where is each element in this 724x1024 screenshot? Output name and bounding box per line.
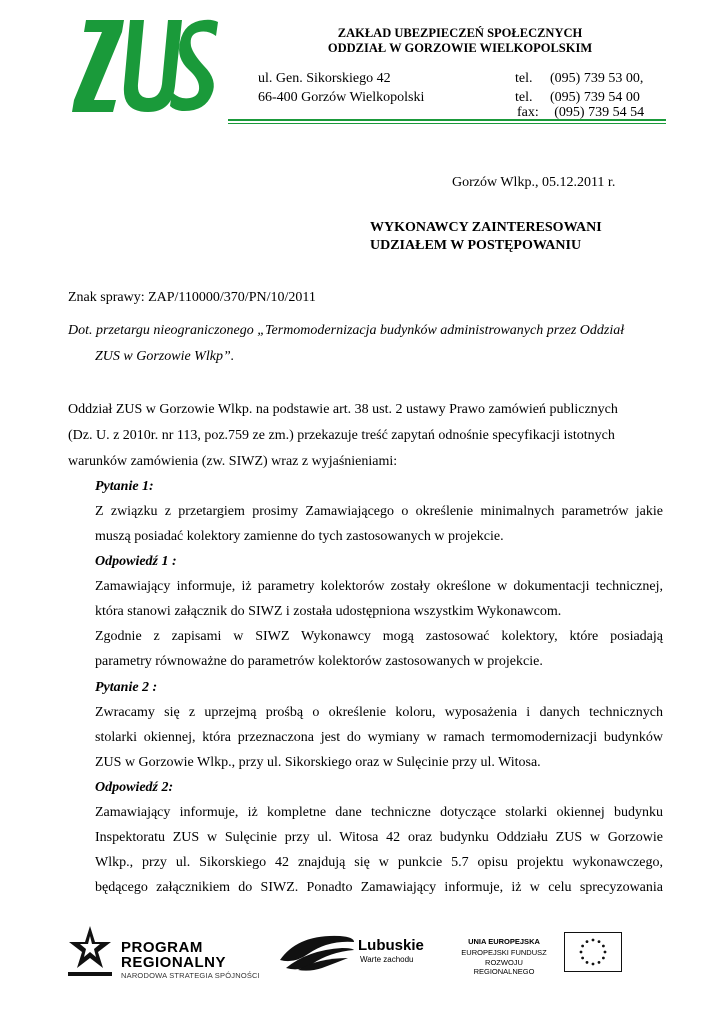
answer-2-line4: będącego załącznikiem do SIWZ. Ponadto Zamawiający informuje, iż w celu sprecyzowania: [95, 880, 663, 895]
recipient-line2: UDZIAŁEM W POSTĘPOWANIU: [370, 238, 582, 253]
eu-star-icon: [586, 940, 589, 943]
eu-star-icon: [592, 939, 595, 942]
answer-1-line1: Zamawiający informuje, iż parametry kolektorów zostały określone w dokumentacji technicznej,: [95, 579, 663, 594]
intro-line1: Oddział ZUS w Gorzowie Wlkp. na podstawie art. 38 ust. 2 ustawy Prawo zamówień publicznych: [68, 402, 618, 417]
eu-star-icon: [592, 963, 595, 966]
program-regionalny-star-icon: [68, 924, 112, 982]
answer-1-label: Odpowiedź 1 :: [95, 554, 177, 569]
subject-line1: Dot. przetargu nieograniczonego „Termomodernizacja budynków administrowanych przez Oddział: [68, 323, 625, 338]
eu-line1: UNIA EUROPEJSKA: [468, 937, 540, 946]
fax-label: fax:: [517, 105, 539, 119]
answer-2-line3: Wlkp., przy ul. Sikorskiego 42 znajdują się w punkcie 5.7 opisu projektu wykonawczego,: [95, 855, 663, 870]
question-2-line2: stolarki okiennej, która przeznaczona jest do wymiany w ramach termomodernizacji budynków: [95, 730, 663, 745]
answer-2-label: Odpowiedź 2:: [95, 780, 174, 795]
eu-star-icon: [580, 951, 583, 954]
question-1-line1: Z związku z przetargiem prosimy Zamawiającego o określenie minimalnych parametrów jakie: [95, 504, 663, 519]
eu-flag-icon: [564, 932, 622, 972]
eu-star-icon: [581, 945, 584, 948]
subject-line2: ZUS w Gorzowie Wlkp”.: [95, 349, 235, 364]
question-1-label: Pytanie 1:: [95, 479, 154, 494]
eu-star-icon: [598, 961, 601, 964]
org-name-line1: ZAKŁAD UBEZPIECZEŃ SPOŁECZNYCH: [337, 26, 583, 40]
question-2-line3: ZUS w Gorzowie Wlkp., przy ul. Sikorskiego oraz w Sulęcinie przy ul. Witosa.: [95, 755, 541, 770]
intro-line3: warunków zamówienia (zw. SIWZ) wraz z wyjaśnieniami:: [68, 454, 398, 469]
lubuskie-wave-icon: [278, 930, 356, 972]
answer-1-line4: parametry równoważne do parametrów kolektorów zastosowanych w projekcie.: [95, 654, 543, 669]
lubuskie-name: Lubuskie: [358, 937, 424, 954]
case-number: Znak sprawy: ZAP/110000/370/PN/10/2011: [68, 290, 316, 305]
eu-star-icon: [586, 961, 589, 964]
header-divider: [228, 119, 666, 121]
answer-2-line2: Inspektoratu ZUS w Sulęcinie przy ul. Witosa 42 oraz budynku Oddziału ZUS w Gorzowie: [95, 830, 663, 845]
fax-row: [510, 104, 660, 119]
eu-star-icon: [598, 940, 601, 943]
address-street: ul. Gen. Sikorskiego 42: [258, 71, 391, 86]
answer-1-line2: która stanowi załącznik do SIWZ i została udostępniona wszystkim Wykonawcom.: [95, 604, 562, 619]
tel-label-2: tel.: [515, 90, 533, 105]
zus-logo: [58, 14, 224, 118]
program-line2: REGIONALNY: [121, 954, 227, 971]
question-1-line2: muszą posiadać kolektory zamienne do tych zastosowanych w projekcie.: [95, 529, 504, 544]
address-city: 66-400 Gorzów Wielkopolski: [258, 90, 425, 105]
eu-star-icon: [602, 957, 605, 960]
lubuskie-tagline: Warte zachodu: [360, 955, 414, 964]
answer-2-line1: Zamawiający informuje, iż kompletne dane techniczne dotyczące stolarki okiennej budynku: [95, 805, 663, 820]
eu-line2: EUROPEJSKI FUNDUSZ: [461, 948, 547, 957]
phone-2: (095) 739 54 00: [550, 90, 640, 105]
program-line3: NARODOWA STRATEGIA SPÓJNOŚCI: [121, 971, 260, 980]
question-2-line1: Zwracamy się z uprzejmą prośbą o określenie koloru, wyposażenia i danych technicznych: [95, 705, 663, 720]
header-divider-thin: [228, 123, 666, 124]
program-line1: PROGRAM: [121, 939, 203, 956]
question-2-label: Pytanie 2 :: [95, 680, 158, 695]
tel-label-1: tel.: [515, 71, 533, 86]
eu-star-icon: [581, 957, 584, 960]
recipient-line1: WYKONAWCY ZAINTERESOWANI: [370, 220, 602, 235]
eu-star-icon: [602, 945, 605, 948]
answer-1-line3: Zgodnie z zapisami w SIWZ Wykonawcy mogą zastosować kolektory, które posiadają: [95, 629, 663, 644]
eu-line3: ROZWOJU REGIONALNEGO: [473, 958, 535, 976]
phone-1: (095) 739 53 00,: [550, 71, 644, 86]
place-date: Gorzów Wlkp., 05.12.2011 r.: [452, 175, 616, 190]
intro-line2: (Dz. U. z 2010r. nr 113, poz.759 ze zm.) przekazuje treść zapytań odnośnie specyfikacji istotnych: [68, 428, 615, 443]
org-name-line2: ODDZIAŁ W GORZOWIE WIELKOPOLSKIM: [327, 41, 593, 55]
eu-star-icon: [604, 951, 607, 954]
fax-number: (095) 739 54 54: [554, 105, 645, 119]
